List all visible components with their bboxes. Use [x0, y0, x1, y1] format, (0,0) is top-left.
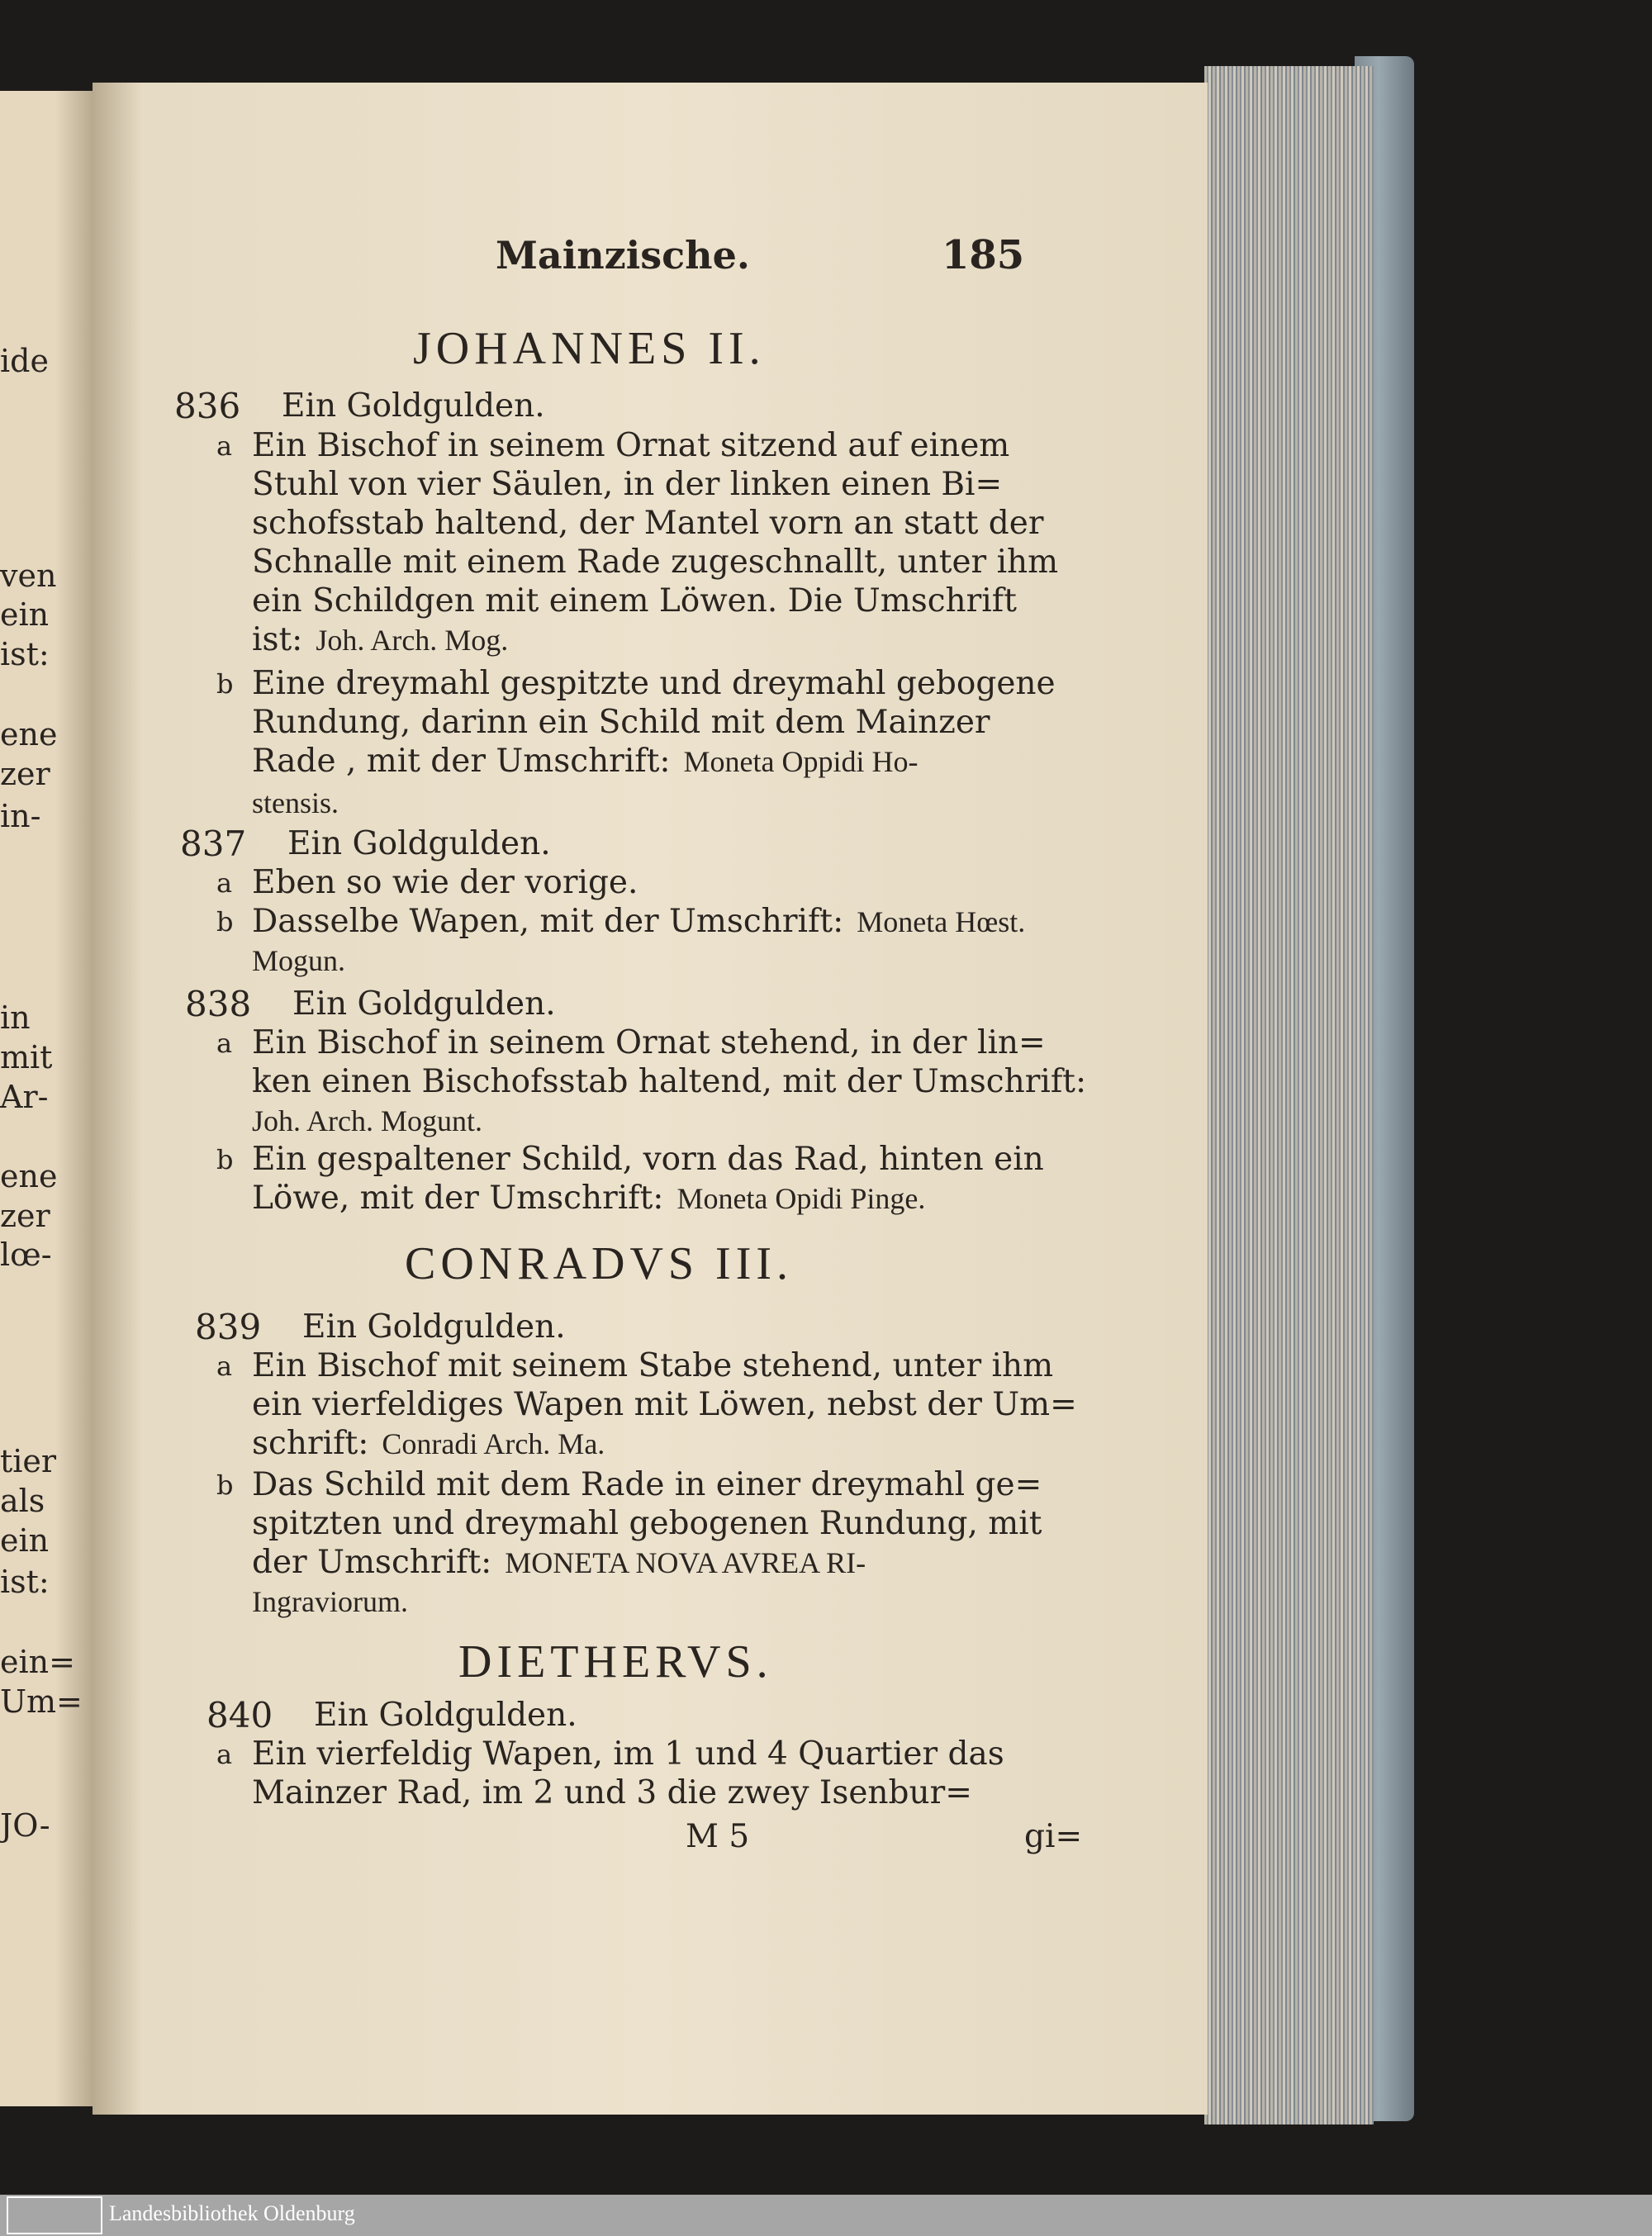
entry-title: Ein Goldgulden. [292, 985, 556, 1023]
line-content [252, 1506, 1042, 1542]
left-page-fragment: ene [0, 1158, 58, 1194]
left-page-fragment: lœ- [0, 1237, 52, 1273]
line-content [252, 1583, 408, 1620]
line-text: ist: [252, 621, 303, 658]
legend-inscription: MONETA NOVA AVREA RI- [505, 1546, 866, 1579]
entry-title: Ein Goldgulden. [302, 1308, 566, 1346]
line-content [252, 942, 345, 979]
line-content [252, 785, 339, 821]
page-fore-edge [1204, 66, 1374, 2124]
line-content [252, 1025, 1046, 1061]
line-text: Stuhl von vier Säulen, in der linken einen Bi= [252, 466, 1003, 503]
line-text: schofsstab haltend, der Mantel vorn an statt der [252, 505, 1044, 542]
entry-title: Ein Goldgulden. [282, 387, 545, 425]
legend-inscription: Moneta Opidi Pinge. [676, 1182, 926, 1215]
left-page-fragment: ein [0, 596, 50, 633]
legend-inscription: Mogun. [252, 944, 346, 977]
line-content [252, 1775, 972, 1811]
section-heading: DIETHERVS. [458, 1636, 773, 1688]
line-text: ein vierfeldiges Wapen mit Löwen, nebst der Um= [252, 1386, 1077, 1423]
side-marker: a [216, 1028, 233, 1059]
line-content [252, 865, 638, 901]
line-content [252, 1180, 925, 1217]
line-text: Ein vierfeldig Wapen, im 1 und 4 Quartier das [252, 1735, 1004, 1773]
line-text: Dasselbe Wapen, mit der Umschrift: [252, 903, 844, 940]
left-page-fragment: ein [0, 1522, 50, 1559]
line-content [252, 1467, 1042, 1503]
left-page-fragment: ist: [0, 1564, 50, 1600]
line-content [252, 544, 1058, 581]
library-name: Landesbibliothek Oldenburg [109, 2201, 355, 2225]
legend-inscription: Moneta Hœst. [857, 905, 1026, 938]
line-content [252, 1387, 1077, 1423]
line-text: Rade , mit der Umschrift: [252, 743, 671, 780]
line-content [252, 583, 1017, 620]
line-text: Schnalle mit einem Rade zugeschnallt, unter ihm [252, 544, 1059, 581]
entry-title: Ein Goldgulden. [314, 1697, 577, 1734]
entry-number: 837 [180, 824, 247, 864]
catchword: gi= [1024, 1818, 1083, 1855]
line-text: spitzten und dreymahl gebogenen Rundung, mit [252, 1505, 1042, 1542]
left-page-fragment: in [0, 999, 31, 1036]
left-page-fragment: als [0, 1483, 45, 1519]
side-marker: b [216, 668, 234, 700]
line-content [252, 506, 1044, 542]
entry-number: 836 [174, 386, 241, 426]
legend-inscription: Ingraviorum. [252, 1585, 408, 1618]
left-page-fragment: ide [0, 343, 49, 379]
left-page-fragment: ven [0, 558, 57, 594]
line-content [252, 467, 1002, 503]
line-content [252, 622, 508, 658]
left-page-fragment: Ar- [0, 1079, 49, 1115]
line-text: Mainzer Rad, im 2 und 3 die zwey Isenbur= [252, 1774, 972, 1811]
left-page-fragment: ein= [0, 1644, 75, 1680]
left-page-fragment: ist: [0, 636, 50, 672]
line-text: ein Schildgen mit einem Löwen. Die Umschrift [252, 582, 1017, 620]
line-text: Ein gespaltener Schild, vorn das Rad, hinten ein [252, 1141, 1044, 1178]
page-number: 185 [942, 232, 1025, 278]
line-text: Eben so wie der vorige. [252, 864, 638, 901]
line-content [252, 428, 1009, 464]
line-content [252, 666, 1056, 702]
section-heading: JOHANNES II. [413, 323, 766, 374]
legend-inscription: stensis. [252, 786, 339, 819]
running-head-title: Mainzische. [496, 233, 750, 278]
left-page-fragment: tier [0, 1443, 57, 1479]
line-content [252, 1545, 866, 1581]
legend-inscription: Moneta Oppidi Ho- [683, 745, 919, 778]
footer-bar [0, 2195, 1652, 2236]
line-content [252, 1736, 1004, 1773]
side-marker: a [216, 430, 233, 462]
left-page-fragment: mit [0, 1039, 53, 1075]
entry-title: Ein Goldgulden. [287, 825, 551, 862]
line-text: Ein Bischof in seinem Ornat stehend, in der lin= [252, 1024, 1046, 1061]
side-marker: a [216, 867, 233, 899]
side-marker: b [216, 1469, 234, 1501]
section-heading: CONRADVS III. [405, 1238, 793, 1289]
line-content [252, 1064, 1086, 1100]
line-content [252, 1348, 1053, 1384]
line-text: schrift: [252, 1425, 369, 1462]
signature-mark: M 5 [686, 1818, 750, 1855]
side-marker: b [216, 1144, 234, 1175]
entry-number: 838 [185, 984, 252, 1024]
entry-number: 839 [195, 1307, 262, 1347]
line-text: ken einen Bischofsstab haltend, mit der Umschrift: [252, 1063, 1087, 1100]
line-text: Eine dreymahl gespitzte und dreymahl gebogene [252, 665, 1056, 702]
left-page-fragment: zer [0, 756, 50, 792]
left-page-fragment: JO- [0, 1807, 50, 1844]
line-content [252, 1426, 605, 1462]
left-page-fragment: Um= [0, 1683, 83, 1720]
legend-inscription: Joh. Arch. Mogunt. [252, 1104, 482, 1137]
line-content [252, 705, 990, 741]
line-text: Ein Bischof in seinem Ornat sitzend auf einem [252, 427, 1010, 464]
left-page-fragment: in- [0, 798, 41, 834]
library-building-logo [7, 2196, 102, 2234]
entry-number: 840 [206, 1695, 273, 1735]
line-content [252, 1142, 1044, 1178]
line-text: Löwe, mit der Umschrift: [252, 1180, 664, 1217]
left-page-fragment: ene [0, 716, 58, 752]
legend-inscription: Conradi Arch. Ma. [382, 1427, 605, 1460]
side-marker: a [216, 1739, 233, 1770]
line-content [252, 904, 1025, 940]
legend-inscription: Joh. Arch. Mog. [316, 624, 509, 657]
line-text: Das Schild mit dem Rade in einer dreymahl ge= [252, 1466, 1042, 1503]
line-text: Ein Bischof mit seinem Stabe stehend, unter ihm [252, 1347, 1054, 1384]
side-marker: a [216, 1351, 233, 1382]
line-content [252, 1103, 482, 1139]
line-text: der Umschrift: [252, 1544, 492, 1581]
line-content [252, 743, 919, 780]
line-text: Rundung, darinn ein Schild mit dem Mainzer [252, 704, 990, 741]
left-page-fragment: zer [0, 1198, 50, 1234]
side-marker: b [216, 906, 234, 938]
